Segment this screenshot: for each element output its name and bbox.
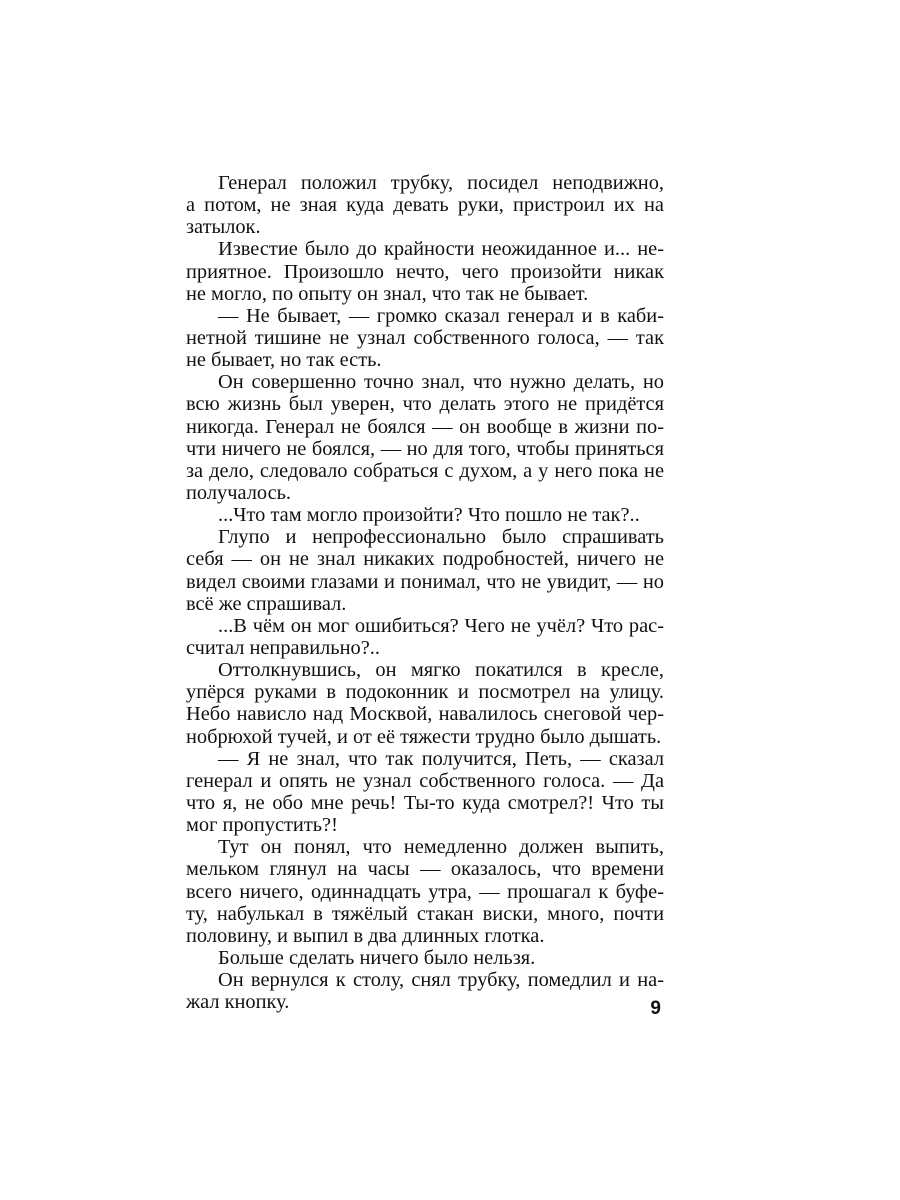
text-line: всего ничего, одиннадцать утра, — прошагал к буфе-	[186, 880, 664, 903]
page-body-text	[186, 172, 664, 1013]
text-line: считал неправильно?..	[186, 636, 380, 659]
text-line: упёрся руками в подоконник и посмотрел на улицу.	[186, 681, 664, 704]
text-line: генерал и опять не узнал собственного голоса. — Да	[186, 769, 664, 792]
text-line: не могло, по опыту он знал, что так не бывает.	[186, 282, 589, 305]
text-line: нобрюхой тучей, и от её тяжести трудно было дышать.	[186, 725, 662, 748]
text-line: Генерал положил трубку, посидел неподвижно,	[218, 172, 664, 194]
text-line: — Не бывает, — громко сказал генерал и в каби-	[218, 304, 664, 327]
text-line: затылок.	[186, 216, 261, 239]
text-line: нетной тишине не узнал собственного голоса, — так	[186, 326, 664, 349]
text-line: ...В чём он мог ошибиться? Чего не учёл? Что рас-	[218, 614, 664, 637]
text-line: чти ничего не боялся, — но для того, чтобы приняться	[186, 437, 664, 460]
text-line: жал кнопку.	[186, 991, 290, 1014]
text-line: Оттолкнувшись, он мягко покатился в кресле,	[218, 659, 664, 682]
text-line: половину, и выпил в два длинных глотка.	[186, 924, 545, 947]
text-line: Небо нависло над Москвой, навалилось снеговой чер-	[186, 703, 664, 726]
text-line: приятное. Произошло нечто, чего произойти никак	[186, 260, 664, 283]
text-line: мог пропустить?!	[186, 814, 338, 837]
text-line: Он совершенно точно знал, что нужно делать, но	[218, 371, 664, 394]
text-line: мельком глянул на часы — оказалось, что времени	[186, 858, 664, 881]
text-line: всё же спрашивал.	[186, 592, 347, 615]
text-line: видел своими глазами и понимал, что не увидит, — но	[186, 570, 664, 593]
text-line: себя — он не знал никаких подробностей, ничего не	[186, 548, 664, 571]
text-line: всю жизнь был уверен, что делать этого не придётся	[186, 393, 664, 416]
text-line: а потом, не зная куда девать руки, пристроил их на	[186, 194, 664, 217]
text-line: за дело, следовало собраться с духом, а у него пока не	[186, 459, 664, 482]
text-line: никогда. Генерал не боялся — он вообще в жизни по-	[186, 415, 664, 438]
text-line: Глупо и непрофессионально было спрашивать	[218, 526, 664, 549]
text-line: Больше сделать ничего было нельзя.	[218, 946, 536, 969]
text-line: Тут он понял, что немедленно должен выпить,	[218, 836, 664, 859]
text-line: Он вернулся к столу, снял трубку, помедлил и на-	[218, 969, 664, 992]
text-line: ту, набулькал в тяжёлый стакан виски, много, почти	[186, 902, 664, 925]
text-line: — Я не знал, что так получится, Петь, — сказал	[218, 747, 664, 770]
text-line: ...Что там могло произойти? Что пошло не так?..	[218, 504, 640, 527]
page-number: 9	[650, 998, 661, 1019]
text-line: получалось.	[186, 481, 292, 504]
text-line: что я, не обо мне речь! Ты-то куда смотрел?! Что ты	[186, 791, 664, 814]
text-line: Известие было до крайности неожиданное и... не-	[218, 238, 664, 261]
text-line: не бывает, но так есть.	[186, 349, 382, 372]
